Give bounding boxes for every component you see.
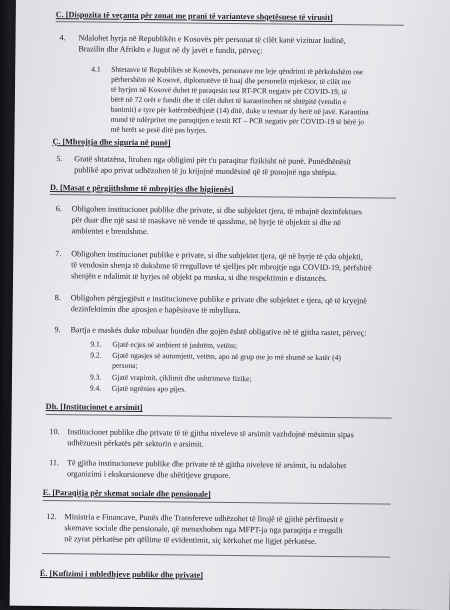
paragraph-line: të hyrjen në Kosovë duhet të paraqesin test RT-PCR negativ për COVID-19, të (110, 84, 348, 97)
paragraph-line: ambientet e brendshme. (71, 226, 149, 237)
subitem-number: 9.3. (89, 372, 102, 382)
item-number: 4. (59, 33, 66, 43)
paragraph-line: përhershëm në Kosovë, diplomatëve të huaj dhe personelit mjekësor, të cilët me (111, 74, 351, 87)
item-number: 8. (54, 293, 61, 303)
item-number: 9. (54, 325, 61, 335)
paragraph-line: Brazilin dhe Afrikën e Jugut në dy javët e fundit, përveç: (78, 44, 263, 56)
paragraph-line: Bartja e maskës duke mbuluar hundën dhe gojën është obligative në të gjitha rastet, përveç: (70, 325, 367, 338)
paragraph-line: dezinfektimin dhe ajrosjen e hapësirave të mbyllura. (70, 304, 241, 316)
paragraph-line: Obligohen institucionet publike e private, si dhe subjektet tjera, që në hyrje të çdo objekti, (71, 249, 363, 262)
subitem-number: 9.2. (90, 350, 102, 360)
heading-rule (46, 414, 392, 419)
paragraph-line: Gjatë ecjes në ambient të jashtëm, vetëm; (112, 339, 238, 351)
item-number: 5. (56, 154, 63, 164)
paragraph-line: në zyrat përkatëse për qëllime të evidentimit, siç kërkohet me ligjet përkatëse. (64, 534, 317, 546)
paragraph-line: banimit) e tyre për katërmbëdhjetë (14) ditë, duke u testuar dy herë në javë. Karantina (110, 104, 369, 117)
subitem-number: 9.4. (89, 383, 102, 393)
section-heading-c: C. [Dispozita të veçanta për zonat me prani të varianteve shqetësuese të virusit] (55, 10, 333, 23)
subitem-number: 9.1. (90, 339, 102, 349)
subitem-number: 4.1 (91, 64, 101, 74)
paragraph-line: Gjatë vrapimit, çiklimit dhe ushtrimeve fizike; (111, 372, 252, 384)
paragraph-line: Ministria e Financave, Punës dhe Transfereve udhëzohet të lirojë të gjithë përfituesit e (64, 512, 344, 525)
section-heading-ee: Ë. [Kufizimi i mbledhjeve publike dhe private] (39, 568, 204, 580)
paragraph-line: Ndalohet hyrja në Republikën e Kosovës për personat të cilët kanë vizituar Indinë, (78, 33, 346, 46)
paragraph-line: udhëzuesit përkatës për sektorin e arsimit. (67, 438, 204, 449)
item-number: 7. (55, 249, 62, 259)
section-rule (42, 553, 390, 558)
heading-rule (43, 500, 391, 505)
paragraph-line: Gratë shtatzëna, lirohen nga obligimi për t'u paraqitur fizikisht në punë. Punëdhënësit (74, 154, 352, 167)
paragraph-line: të vendosin shenja të dukshme të rregullave të sjelljes për mbrojtje nga COVID-19, përfshirë (71, 260, 372, 273)
section-heading-d: D. [Masat e përgjithshme të mbrojtjes dhe higjienës] (49, 183, 234, 194)
item-number: 10. (49, 427, 60, 437)
paragraph-line: persona; (112, 360, 138, 370)
item-number: 6. (55, 204, 62, 214)
item-number: 11. (49, 458, 59, 468)
paragraph-line: skemave sociale dhe pensionale, që menaxhohen nga MFPT-ja nga paraqitja e rregullt (64, 523, 343, 536)
paragraph-line: organizimi i ekskursioneve dhe shëtitjeve grupore. (66, 469, 231, 480)
paragraph-line: më herët se pesë ditë pas hyrjes. (110, 124, 208, 135)
section-heading-e: E. [Paraqitja për skemat sociale dhe pensionale] (42, 488, 211, 499)
paragraph-line: për duar dhe një sasi të maskave në vende të qasshme, në hyrje të objektit si dhe në (71, 215, 341, 228)
paragraph-line: Obligohen përgjegjësit e institucioneve publike e private dhe subjektet e tjera, që të kryejnë (70, 293, 367, 306)
document-page (10, 0, 450, 610)
paragraph-line: Gjatë ngasjes së automjetit, vetëm, apo në grup me jo më shumë se katër (4) (112, 350, 341, 363)
paragraph-line: mund të ndërpritet me paraqitjen e testit RT – PCR negativ për COVID-19 të bërë jo (110, 114, 365, 127)
paragraph-line: publikë apo privat udhëzohen të ju krijojnë mundësinë që të punojnë nga shtëpia. (74, 165, 337, 178)
paragraph-line: Gjatë ngrënies apo pijes. (111, 383, 187, 394)
paragraph-line: Obligohen institucionet publike dhe private, si dhe subjektet tjera, të mbajnë dezinfektues (71, 204, 362, 217)
paragraph-line: Të gjitha institucioneve publike dhe private të të gjitha niveleve të arsimit, iu ndalohet (67, 458, 347, 471)
section-heading-dh: Dh. [Institucionet e arsimit] (45, 402, 143, 413)
paragraph-line: Shtetasve të Republikës së Kosovës, personave me leje qëndrimi të përkohshëm ose (111, 64, 364, 77)
paragraph-line: shenjën e ndalimit të hyrjes në objekt pa maska, si dhe respektimin e distancës. (71, 271, 328, 283)
paragraph-line: bërë në 72 orët e fundit dhe të cilët duhet të karantinohen në shtëpitë (vendin e (110, 94, 347, 107)
item-number: 12. (46, 512, 57, 522)
section-heading-cc: Ç. [Mbrojtja dhe siguria në punë] (52, 137, 171, 148)
paragraph-line: Institucionet publike dhe private të të gjitha niveleve të arsimit vazhdojnë mësimin sipas (67, 427, 354, 440)
